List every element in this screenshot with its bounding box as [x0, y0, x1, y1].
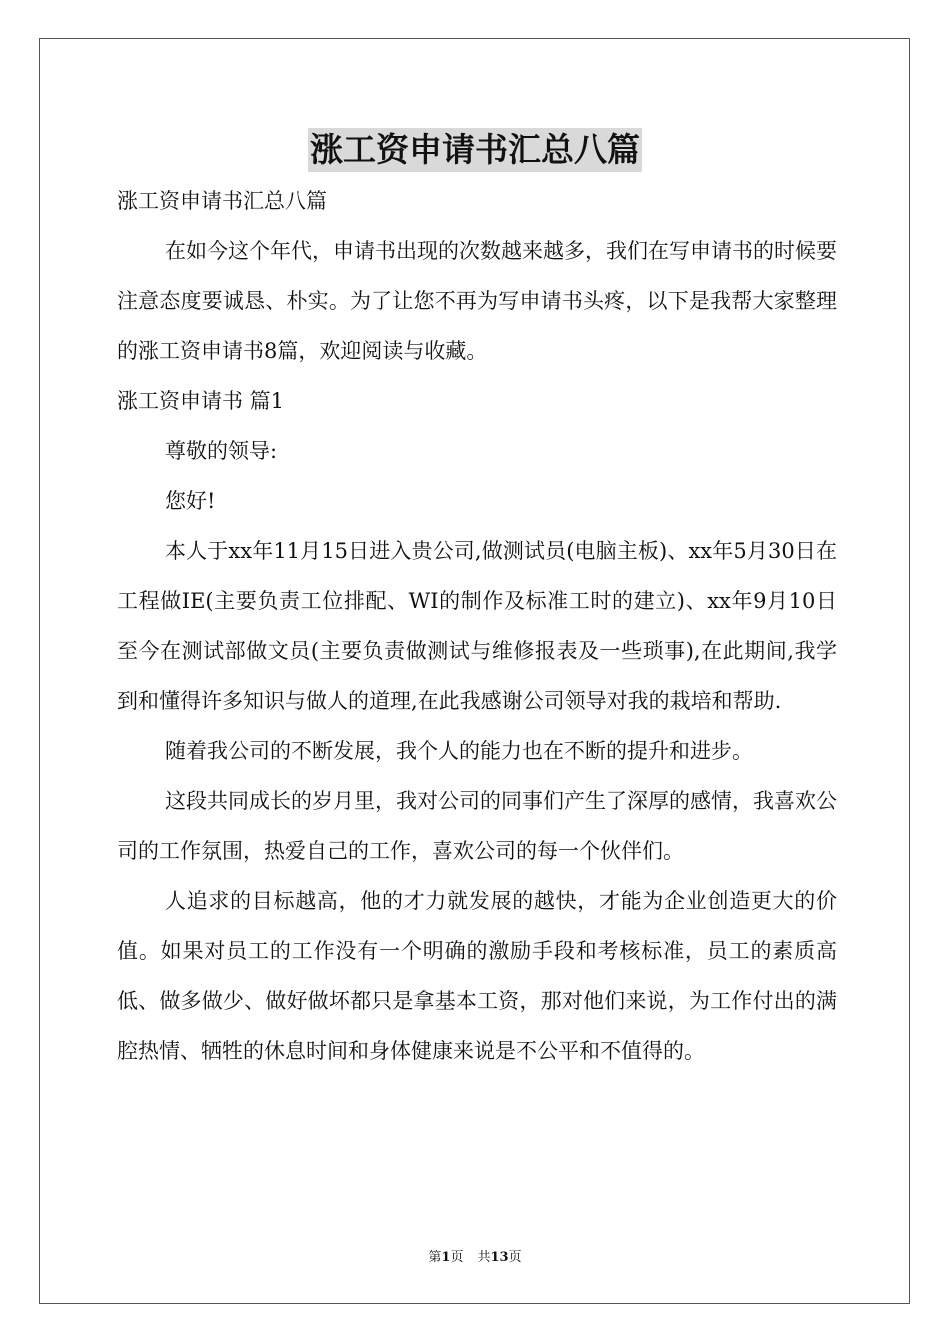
paragraph-experience: 本人于xx年11月15日进入贵公司,做测试员(电脑主板)、xx年5月30日在工程做IE(主要负责工位排配、WI的制作及标准工时的建立)、xx年9月10日至今在测试部做文员(主要负责做测试与维修报表及一些琐事),在此期间,我学到和懂得许多知识与做人的道理,在此我感谢公司领导对我的栽培和帮助.	[117, 539, 837, 713]
paragraph-value: 人追求的目标越高，他的才力就发展的越快，才能为企业创造更大的价值。如果对员工的工作没有一个明确的激励手段和考核标准，员工的素质高低、做多做少、做好做坏都只是拿基本工资，那对他们来说，为工作付出的满腔热情、牺牲的休息时间和身体健康来说是不公平和不值得的。	[117, 889, 837, 1063]
greeting: 您好!	[165, 489, 216, 513]
total-prefix: 共	[477, 1250, 491, 1265]
page-current: 1	[441, 1250, 451, 1265]
paragraph-feelings: 这段共同成长的岁月里，我对公司的同事们产生了深厚的感情，我喜欢公司的工作氛围，热爱自己的工作，喜欢公司的每一个伙伴们。	[117, 789, 837, 863]
paragraph-growth: 随着我公司的不断发展，我个人的能力也在不断的提升和进步。	[165, 739, 753, 763]
total-suffix: 页	[508, 1250, 522, 1265]
paragraph-intro: 在如今这个年代，申请书出现的次数越来越多，我们在写申请书的时候要注意态度要诚恳、朴实。为了让您不再为写申请书头疼，以下是我帮大家整理的涨工资申请书8篇，欢迎阅读与收藏。	[117, 239, 837, 363]
document-subtitle: 涨工资申请书汇总八篇	[117, 189, 327, 213]
page-total: 13	[490, 1250, 509, 1265]
section-heading: 涨工资申请书 篇1	[117, 389, 285, 413]
document-title: 涨工资申请书汇总八篇	[308, 128, 642, 172]
document-body	[117, 176, 837, 1076]
page-prefix: 第	[428, 1250, 442, 1265]
page-footer	[0, 1246, 950, 1265]
title-container	[0, 128, 950, 172]
salutation: 尊敬的领导:	[165, 439, 278, 463]
page-suffix: 页	[450, 1250, 464, 1265]
